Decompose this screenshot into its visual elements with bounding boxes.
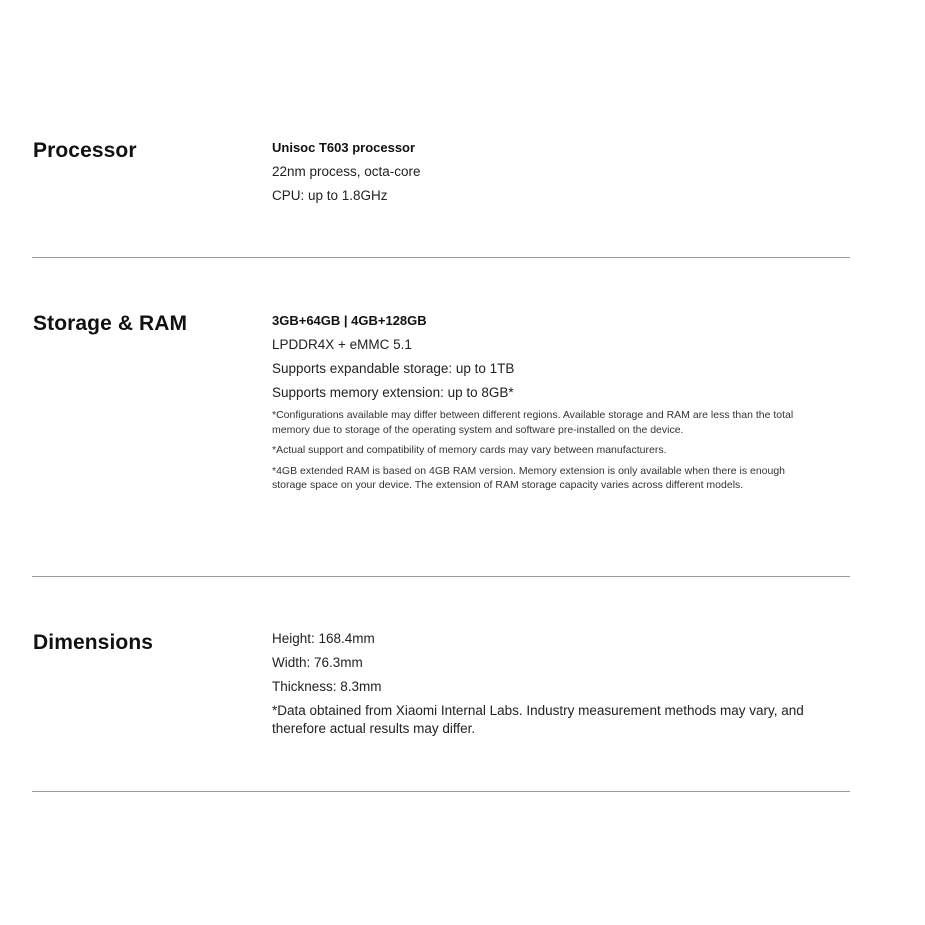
storage-line: Supports memory extension: up to 8GB*	[272, 385, 514, 400]
storage-footnote: *Actual support and compatibility of memory cards may vary between manufacturers.	[272, 444, 667, 456]
storage-title: Storage & RAM	[33, 312, 188, 335]
storage-footnote: *Configurations available may differ between different regions. Available storage and RAM are less than the total memory due to storage of the operating system and software pre-installed on the device.	[272, 409, 794, 436]
storage-line: Supports expandable storage: up to 1TB	[272, 361, 515, 376]
processor-details	[272, 139, 812, 211]
dimensions-line: Width: 76.3mm	[272, 655, 363, 670]
storage-details	[272, 312, 812, 499]
processor-headline: Unisoc T603 processor	[272, 140, 416, 155]
dimensions-footnote: *Data obtained from Xiaomi Internal Labs. Industry measurement methods may vary, and therefore actual results may differ.	[272, 703, 804, 736]
processor-line: CPU: up to 1.8GHz	[272, 188, 388, 203]
dimensions-title: Dimensions	[33, 631, 154, 654]
processor-line: 22nm process, octa-core	[272, 164, 421, 179]
dimensions-line: Thickness: 8.3mm	[272, 679, 382, 694]
storage-headline: 3GB+64GB | 4GB+128GB	[272, 313, 427, 328]
storage-line: LPDDR4X + eMMC 5.1	[272, 337, 412, 352]
section-divider	[32, 257, 850, 258]
dimensions-line: Height: 168.4mm	[272, 631, 375, 646]
processor-title: Processor	[33, 139, 137, 162]
section-divider	[32, 576, 850, 577]
section-divider	[32, 791, 850, 792]
storage-footnote: *4GB extended RAM is based on 4GB RAM version. Memory extension is only available when there is enough storage space on your device. The extension of RAM storage capacity varies across different models.	[272, 464, 786, 491]
dimensions-details	[272, 630, 812, 738]
